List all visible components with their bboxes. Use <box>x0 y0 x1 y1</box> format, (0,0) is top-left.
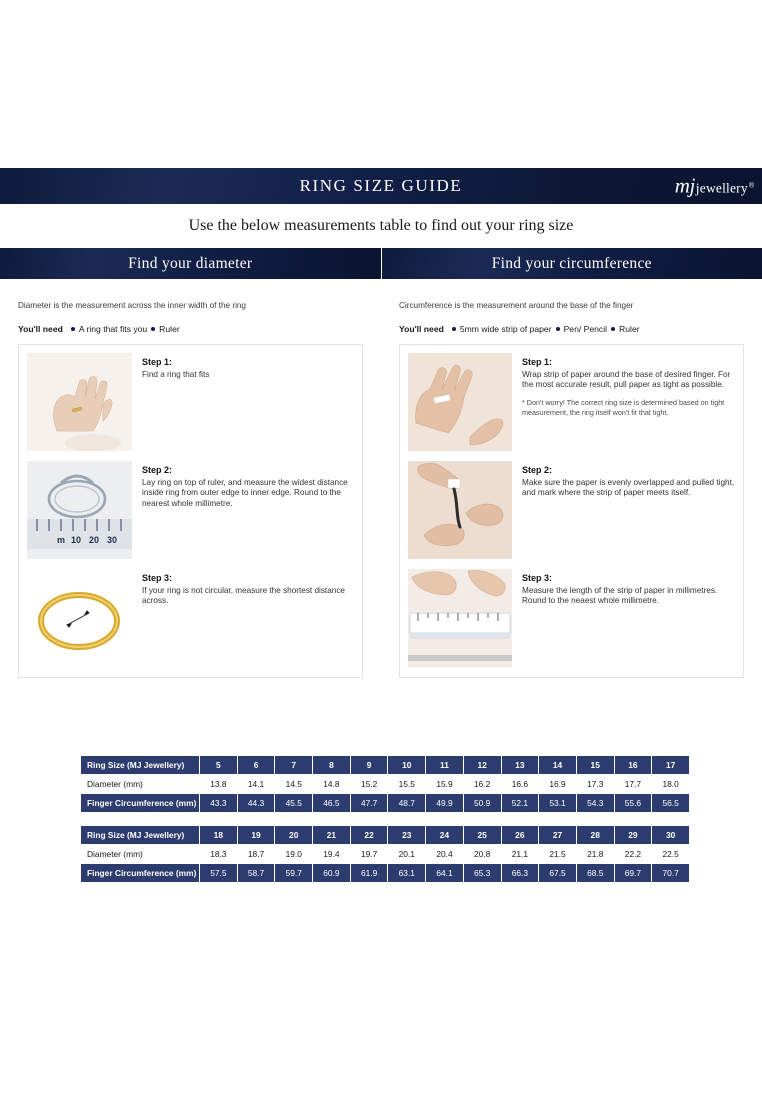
cell: 18 <box>200 826 238 845</box>
circumference-step-2-text <box>522 461 735 559</box>
cell: 67.5 <box>539 864 577 883</box>
step-title: Step 2: <box>142 464 173 475</box>
bullet-icon <box>71 327 75 331</box>
cell: 22.2 <box>614 845 652 864</box>
svg-text:20: 20 <box>89 534 100 545</box>
gold-ring-illustration <box>27 569 132 667</box>
cell: 17 <box>652 756 690 775</box>
cell: 24 <box>426 826 464 845</box>
step-body: If your ring is not circular, measure the shortest distance across. <box>142 585 345 606</box>
cell: 16.6 <box>501 775 539 794</box>
cell: 21.1 <box>501 845 539 864</box>
cell: 22 <box>350 826 388 845</box>
requirement-item <box>71 324 147 334</box>
cell: 18.7 <box>237 845 275 864</box>
row-label: Finger Circumference (mm) <box>81 864 200 883</box>
gold-band-ring-photo <box>27 569 132 667</box>
step-title: Step 1: <box>142 356 173 367</box>
cell: 69.7 <box>614 864 652 883</box>
measure-strip-illustration <box>408 569 512 667</box>
cell: 14.1 <box>237 775 275 794</box>
circumference-step-1 <box>408 353 735 451</box>
svg-text:30: 30 <box>107 534 118 545</box>
diameter-lead-text: Diameter is the measurement across the inner width of the ring <box>18 301 246 310</box>
cell: 13 <box>501 756 539 775</box>
cell: 5 <box>200 756 238 775</box>
row-label: Diameter (mm) <box>81 845 200 864</box>
cell: 15.5 <box>388 775 426 794</box>
cell: 68.5 <box>576 864 614 883</box>
circumference-lead-text: Circumference is the measurement around the base of the finger <box>399 301 634 310</box>
cell: 52.1 <box>501 794 539 813</box>
cell: 21 <box>313 826 351 845</box>
bullet-icon <box>452 327 456 331</box>
cell: 18.3 <box>200 845 238 864</box>
cell: 22.5 <box>652 845 690 864</box>
circumference-steps-panel <box>399 344 744 678</box>
cell: 25 <box>463 826 501 845</box>
page-subtitle: Use the below measurements table to find out your ring size <box>188 217 574 234</box>
cell: 14.8 <box>313 775 351 794</box>
requirements-label: You'll need <box>399 323 444 334</box>
cell: 8 <box>313 756 351 775</box>
cell: 61.9 <box>350 864 388 883</box>
page-title: RING SIZE GUIDE <box>299 176 463 195</box>
page-header-band <box>0 168 762 204</box>
svg-text:10: 10 <box>71 534 82 545</box>
cell: 57.5 <box>200 864 238 883</box>
step-title: Step 2: <box>522 464 553 475</box>
cell: 48.7 <box>388 794 426 813</box>
cell: 9 <box>350 756 388 775</box>
table-row <box>81 845 690 864</box>
requirement-item <box>611 324 640 334</box>
diameter-requirements <box>18 324 363 334</box>
cell: 60.9 <box>313 864 351 883</box>
column-heading-circumference: Find your circumference <box>381 248 762 279</box>
registered-trademark-icon: ® <box>748 182 754 190</box>
circumference-step-3 <box>408 569 735 667</box>
cell: 63.1 <box>388 864 426 883</box>
requirement-text: A ring that fits you <box>78 323 148 334</box>
diameter-step-2 <box>27 461 354 559</box>
cell: 19.0 <box>275 845 313 864</box>
cell: 17.3 <box>576 775 614 794</box>
requirement-item <box>452 324 552 334</box>
column-heading-row <box>0 248 762 279</box>
cell: 70.7 <box>652 864 690 883</box>
table-row <box>81 756 690 775</box>
table-row <box>81 826 690 845</box>
step-body: Find a ring that fits <box>142 369 210 379</box>
requirement-item <box>151 324 180 334</box>
brand-mark: mj <box>674 173 695 198</box>
cell: 66.3 <box>501 864 539 883</box>
cell: 14 <box>539 756 577 775</box>
cell: 65.3 <box>463 864 501 883</box>
cell: 13.8 <box>200 775 238 794</box>
cell: 18.0 <box>652 775 690 794</box>
circumference-step-1-text <box>522 353 735 451</box>
table-row <box>81 864 690 883</box>
requirement-text: Ruler <box>619 323 640 334</box>
cell: 15.2 <box>350 775 388 794</box>
step-body: Wrap strip of paper around the base of desired finger. For the most accurate result, pull paper as tight as possible. <box>522 369 731 390</box>
diameter-step-3 <box>27 569 354 667</box>
cell: 27 <box>539 826 577 845</box>
diameter-steps-panel <box>18 344 363 678</box>
cell: 19 <box>237 826 275 845</box>
diameter-step-3-text <box>142 569 354 667</box>
cell: 20.1 <box>388 845 426 864</box>
step-body: Measure the length of the strip of paper in millimetres. Round to the neaest whole millimetre. <box>522 585 718 606</box>
row-label: Finger Circumference (mm) <box>81 794 200 813</box>
cell: 49.9 <box>426 794 464 813</box>
step-title: Step 1: <box>522 356 553 367</box>
ring-on-ruler-photo <box>27 461 132 559</box>
instruction-columns <box>0 279 762 678</box>
row-label: Diameter (mm) <box>81 775 200 794</box>
cell: 14.5 <box>275 775 313 794</box>
cell: 11 <box>426 756 464 775</box>
requirement-text: 5mm wide strip of paper <box>459 323 552 334</box>
cell: 15 <box>576 756 614 775</box>
step-title: Step 3: <box>142 572 173 583</box>
cell: 20 <box>275 826 313 845</box>
cell: 29 <box>614 826 652 845</box>
requirement-item <box>556 324 607 334</box>
column-circumference <box>381 279 762 678</box>
column-diameter <box>0 279 381 678</box>
bullet-icon <box>151 327 155 331</box>
brand-logo <box>675 174 754 199</box>
step-body: Lay ring on top of ruler, and measure the widest distance inside ring from outer edge to inner edge. Round to the nearest whole millimetre. <box>142 477 348 509</box>
cell: 46.5 <box>313 794 351 813</box>
circumference-step-2 <box>408 461 735 559</box>
ring-on-ruler-illustration <box>27 461 132 559</box>
cell: 43.3 <box>200 794 238 813</box>
size-tables <box>80 755 690 883</box>
row-label: Ring Size (MJ Jewellery) <box>81 756 200 775</box>
diameter-step-2-text <box>142 461 354 559</box>
cell: 50.9 <box>463 794 501 813</box>
bullet-icon <box>556 327 560 331</box>
requirement-text: Pen/ Pencil <box>563 323 608 334</box>
cell: 58.7 <box>237 864 275 883</box>
cell: 47.7 <box>350 794 388 813</box>
cell: 44.3 <box>237 794 275 813</box>
circumference-requirements <box>399 324 744 334</box>
cell: 64.1 <box>426 864 464 883</box>
cell: 12 <box>463 756 501 775</box>
cell: 17.7 <box>614 775 652 794</box>
marking-paper-strip-photo <box>408 461 512 559</box>
step-note: * Don't worry! The correct ring size is determined based on tight measurement, the ring itself won't fit that tight. <box>522 398 725 417</box>
cell: 53.1 <box>539 794 577 813</box>
table-row <box>81 794 690 813</box>
cell: 7 <box>275 756 313 775</box>
cell: 6 <box>237 756 275 775</box>
column-heading-diameter: Find your diameter <box>0 248 381 279</box>
size-table-1 <box>80 755 690 813</box>
cell: 20.8 <box>463 845 501 864</box>
circumference-step-3-text <box>522 569 735 667</box>
paper-strip-around-finger-photo <box>408 353 512 451</box>
size-table-2 <box>80 825 690 883</box>
cell: 10 <box>388 756 426 775</box>
row-label: Ring Size (MJ Jewellery) <box>81 826 200 845</box>
svg-text:m: m <box>57 534 66 545</box>
cell: 55.6 <box>614 794 652 813</box>
cell: 26 <box>501 826 539 845</box>
diameter-step-1 <box>27 353 354 451</box>
bullet-icon <box>611 327 615 331</box>
table-row <box>81 775 690 794</box>
cell: 45.5 <box>275 794 313 813</box>
cell: 56.5 <box>652 794 690 813</box>
subtitle-bar <box>0 204 762 248</box>
measuring-strip-on-ruler-photo <box>408 569 512 667</box>
brand-name: jewellery <box>695 180 748 196</box>
mark-strip-illustration <box>408 461 512 559</box>
requirement-text: Ruler <box>159 323 180 334</box>
cell: 19.7 <box>350 845 388 864</box>
hand-illustration <box>27 353 132 451</box>
cell: 21.5 <box>539 845 577 864</box>
cell: 19.4 <box>313 845 351 864</box>
step-body: Make sure the paper is evenly overlapped and pulled tight, and mark where the strip of paper meets itself. <box>522 477 735 498</box>
cell: 28 <box>576 826 614 845</box>
cell: 23 <box>388 826 426 845</box>
wrap-paper-illustration <box>408 353 512 451</box>
cell: 16.2 <box>463 775 501 794</box>
step-title: Step 3: <box>522 572 553 583</box>
cell: 20.4 <box>426 845 464 864</box>
cell: 59.7 <box>275 864 313 883</box>
cell: 15.9 <box>426 775 464 794</box>
hand-with-ring-photo <box>27 353 132 451</box>
diameter-step-1-text <box>142 353 354 451</box>
requirements-label: You'll need <box>18 323 63 334</box>
cell: 16 <box>614 756 652 775</box>
cell: 54.3 <box>576 794 614 813</box>
cell: 16.9 <box>539 775 577 794</box>
cell: 21.8 <box>576 845 614 864</box>
cell: 30 <box>652 826 690 845</box>
